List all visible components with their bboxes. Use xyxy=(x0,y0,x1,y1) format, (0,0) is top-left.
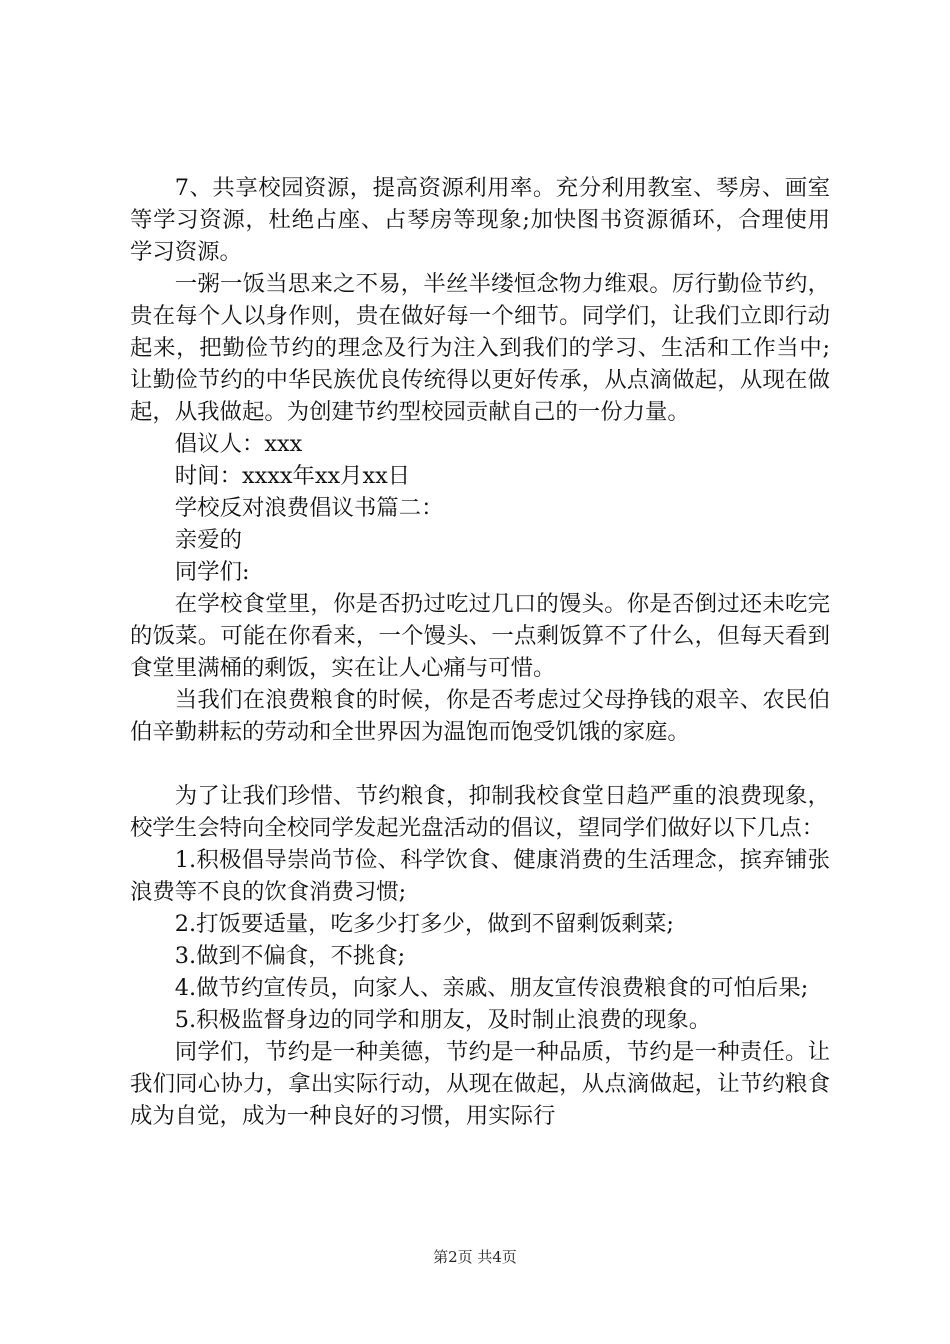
list-item: 1.积极倡导崇尚节俭、科学饮食、健康消费的生活理念，摈弃铺张浪费等不良的饮食消费习惯; xyxy=(130,847,830,905)
salutation-line: 亲爱的 xyxy=(174,527,242,553)
list-item: 5.积极监督身边的同学和朋友，及时制止浪费的现象。 xyxy=(174,1007,712,1033)
paragraph: 在学校食堂里，你是否扔过吃过几口的馒头。你是否倒过还未吃完的饭菜。可能在你看来，一个馒头、一点剩饭算不了什么，但每天看到食堂里满桶的剩饭，实在让人心痛与可惜。 xyxy=(130,591,830,681)
page-number: 第2页 共4页 xyxy=(433,1248,517,1266)
blank-line xyxy=(130,748,830,780)
paragraph: 同学们，节约是一种美德，节约是一种品质，节约是一种责任。让我们同心协力，拿出实际行动，从现在做起，从点滴做起，让节约粮食成为自觉，成为一种良好的习惯，用实际行 xyxy=(130,1039,830,1129)
list-item: 4.做节约宣传员，向家人、亲戚、朋友宣传浪费粮食的可怕后果; xyxy=(174,975,809,1001)
date-line: 时间：xxxx年xx月xx日 xyxy=(174,463,411,489)
signature-line: 倡议人：xxx xyxy=(174,431,303,457)
document-body xyxy=(130,172,830,1132)
paragraph: 7、共享校园资源，提高资源利用率。充分利用教室、琴房、画室等学习资源，杜绝占座、占琴房等现象;加快图书资源循环，合理使用学习资源。 xyxy=(130,175,830,265)
list-item: 3.做到不偏食，不挑食; xyxy=(174,943,406,969)
paragraph: 一粥一饭当思来之不易，半丝半缕恒念物力维艰。厉行勤俭节约，贵在每个人以身作则，贵在做好每一个细节。同学们，让我们立即行动起来，把勤俭节约的理念及行为注入到我们的学习、生活和工作当中;让勤俭节约的中华民族优良传统得以更好传承，从点滴做起，从现在做起，从我做起。为创建节约型校园贡献自己的一份力量。 xyxy=(130,271,830,425)
paragraph: 当我们在浪费粮食的时候，你是否考虑过父母挣钱的艰辛、农民伯伯辛勤耕耘的劳动和全世界因为温饱而饱受饥饿的家庭。 xyxy=(130,687,830,745)
list-item: 2.打饭要适量，吃多少打多少，做到不留剩饭剩菜; xyxy=(174,911,674,937)
salutation-line: 同学们: xyxy=(174,559,250,585)
section-heading: 学校反对浪费倡议书篇二： xyxy=(174,495,444,521)
paragraph: 为了让我们珍惜、节约粮食，抑制我校食堂日趋严重的浪费现象，校学生会特向全校同学发起光盘活动的倡议，望同学们做好以下几点： xyxy=(130,783,830,841)
